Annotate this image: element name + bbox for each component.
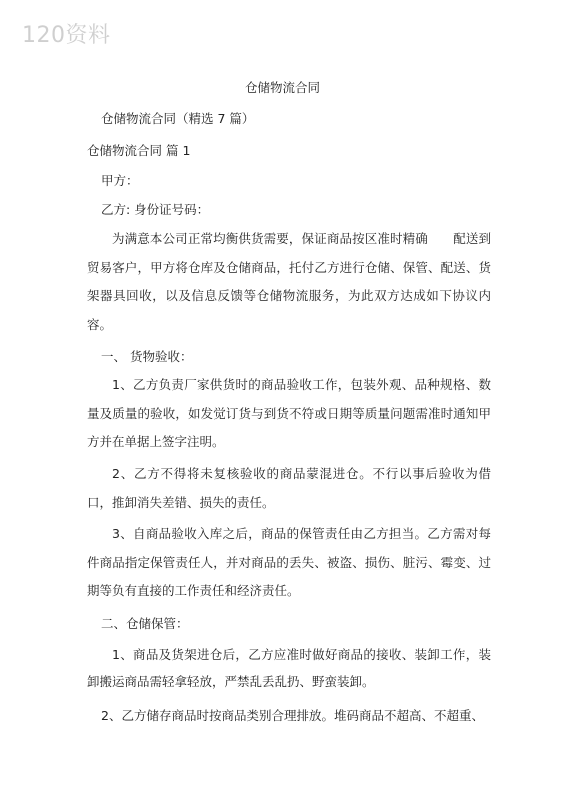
clause-2-1: 1、商品及货架进仓后，乙方应准时做好商品的接收、装卸工作，装卸搬运商品需轻拿轻放，严禁乱丢乱扔、野蛮装卸。 [87, 647, 491, 689]
clause-1-3: 3、自商品验收入库之后，商品的保管责任由乙方担当。乙方需对每件商品指定保管责任人，并对商品的丢失、被盗、损伤、脏污、霉变、过期等负有直接的工作责任和经济责任。 [87, 526, 491, 598]
document-subtitle: 仓储物流合同（精选 7 篇） [101, 111, 255, 126]
document-title: 仓储物流合同 [244, 80, 320, 95]
heading-storage: 二、仓储保管： [101, 616, 189, 631]
clause-2-2: 2、乙方储存商品时按商品类别合理排放。堆码商品不超高、不超重、 [101, 708, 484, 723]
section-heading: 仓储物流合同 篇 1 [87, 143, 191, 158]
heading-goods-acceptance: 一、 货物验收： [101, 349, 193, 364]
party-a-line: 甲方： [101, 173, 139, 188]
clause-1-1: 1、乙方负责厂家供货时的商品验收工作，包装外观、品种规格、数量及质量的验收，如发觉订货与到货不符或日期等质量问题需准时通知甲方并在单据上签字注明。 [87, 377, 491, 449]
watermark: 120资料 [22, 23, 111, 48]
intro-paragraph: 为满意本公司正常均衡供货需要，保证商品按区准时精确 配送到贸易客户，甲方将仓库及仓储商品，托付乙方进行仓储、保管、配送、货架器具回收，以及信息反馈等仓储物流服务，为此双方达成如下协议内容。 [87, 231, 491, 332]
party-b-line: 乙方: 身份证号码： [101, 202, 210, 217]
clause-1-2: 2、乙方不得将未复核验收的商品蒙混进仓。不行以事后验收为借口，推卸消失差错、损失的责任。 [87, 466, 491, 510]
